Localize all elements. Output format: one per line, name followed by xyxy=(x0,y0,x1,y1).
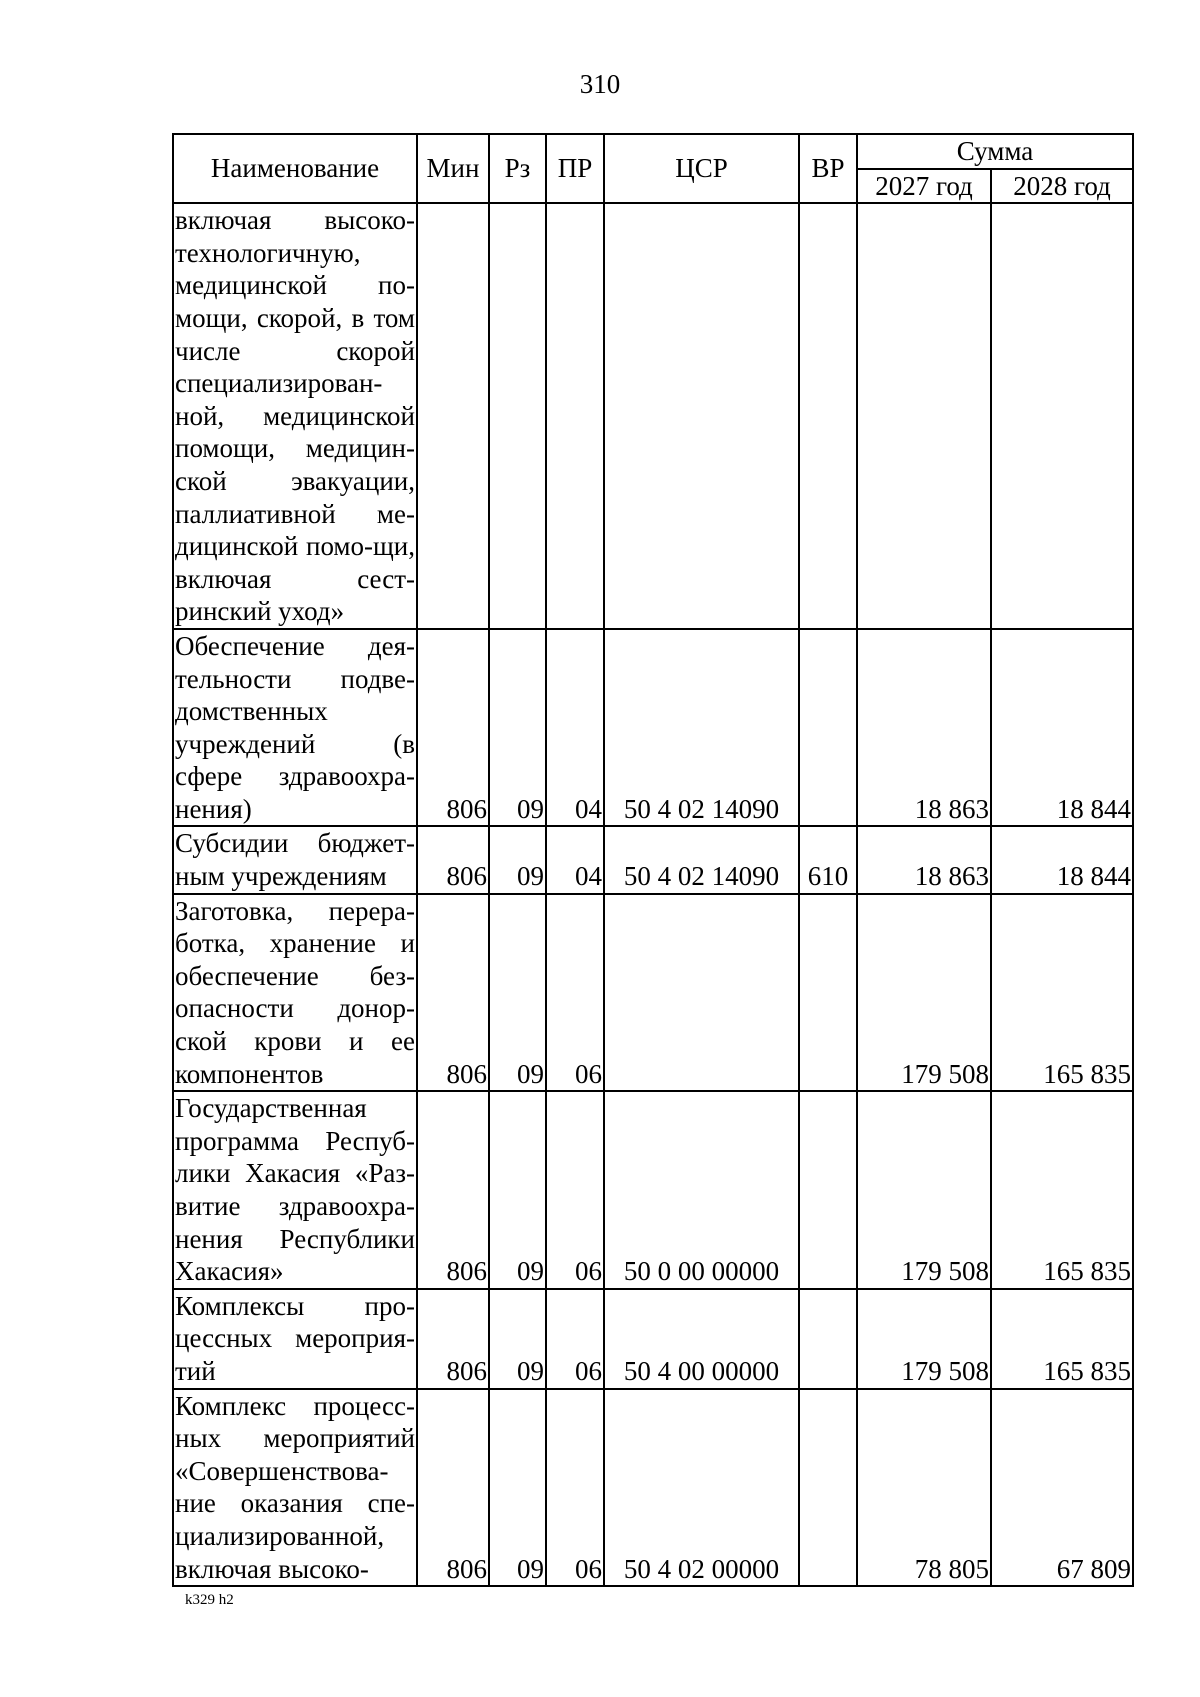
row-name: Комплексы про-цессных мероприя-тий xyxy=(173,1289,417,1389)
row-min xyxy=(417,203,489,629)
row-rz: 09 xyxy=(489,894,546,1092)
header-rz: Рз xyxy=(489,134,546,203)
row-sum-2027 xyxy=(857,203,991,629)
row-rz: 09 xyxy=(489,1289,546,1389)
row-sum-2027: 179 508 xyxy=(857,1289,991,1389)
header-year-2027: 2027 год xyxy=(857,169,991,204)
row-min: 806 xyxy=(417,629,489,827)
row-sum-2028: 165 835 xyxy=(991,1289,1133,1389)
table-row xyxy=(173,203,1133,629)
row-csr: 50 0 00 00000 xyxy=(604,1091,799,1289)
row-sum-2028: 67 809 xyxy=(991,1389,1133,1587)
page-number: 310 xyxy=(579,69,621,99)
row-csr: 50 4 02 14090 xyxy=(604,826,799,893)
table-row xyxy=(173,826,1133,893)
row-sum-2027: 18 863 xyxy=(857,629,991,827)
budget-table xyxy=(172,133,1134,1587)
header-min: Мин xyxy=(417,134,489,203)
row-pr: 06 xyxy=(546,1091,604,1289)
row-csr: 50 4 02 14090 xyxy=(604,629,799,827)
row-vr: 610 xyxy=(799,826,857,893)
row-sum-2028: 165 835 xyxy=(991,894,1133,1092)
row-min: 806 xyxy=(417,894,489,1092)
row-sum-2028: 165 835 xyxy=(991,1091,1133,1289)
row-pr: 06 xyxy=(546,1389,604,1587)
header-name: Наименование xyxy=(173,134,417,203)
row-sum-2027: 18 863 xyxy=(857,826,991,893)
row-pr: 04 xyxy=(546,826,604,893)
row-vr xyxy=(799,629,857,827)
row-rz: 09 xyxy=(489,1091,546,1289)
row-pr: 06 xyxy=(546,894,604,1092)
footer-code: k329 h2 xyxy=(185,1592,234,1608)
row-min: 806 xyxy=(417,1389,489,1587)
header-row xyxy=(173,134,1133,169)
row-vr xyxy=(799,894,857,1092)
row-vr xyxy=(799,203,857,629)
row-pr: 04 xyxy=(546,629,604,827)
row-vr xyxy=(799,1289,857,1389)
row-name: Государственная программа Респуб-лики Хакасия «Раз-витие здравоохра-нения Республики Хакасия» xyxy=(173,1091,417,1289)
row-rz: 09 xyxy=(489,629,546,827)
header-csr: ЦСР xyxy=(604,134,799,203)
row-sum-2028: 18 844 xyxy=(991,629,1133,827)
row-csr: 50 4 00 00000 xyxy=(604,1289,799,1389)
row-min: 806 xyxy=(417,1289,489,1389)
row-name: Субсидии бюджет-ным учреждениям xyxy=(173,826,417,893)
row-min: 806 xyxy=(417,826,489,893)
row-sum-2027: 179 508 xyxy=(857,1091,991,1289)
header-pr: ПР xyxy=(546,134,604,203)
row-rz xyxy=(489,203,546,629)
row-name: включая высоко-технологичную, медицинской по-мощи, скорой, в том числе скорой специализирован-ной, медицинской помощи, медицин-ской эвакуации, паллиативной ме-дицинской помо-щи, включая сест-ринский уход» xyxy=(173,203,417,629)
row-sum-2027: 78 805 xyxy=(857,1389,991,1587)
row-sum-2027: 179 508 xyxy=(857,894,991,1092)
header-vr: ВР xyxy=(799,134,857,203)
row-sum-2028 xyxy=(991,203,1133,629)
row-vr xyxy=(799,1091,857,1289)
row-rz: 09 xyxy=(489,826,546,893)
table-row xyxy=(173,1389,1133,1587)
row-vr xyxy=(799,1389,857,1587)
table-row xyxy=(173,894,1133,1092)
row-pr xyxy=(546,203,604,629)
row-sum-2028: 18 844 xyxy=(991,826,1133,893)
row-name: Заготовка, перера-ботка, хранение и обеспечение без-опасности донор-ской крови и ее компонентов xyxy=(173,894,417,1092)
row-pr: 06 xyxy=(546,1289,604,1389)
row-min: 806 xyxy=(417,1091,489,1289)
row-name: Комплекс процесс-ных мероприятий «Совершенствова-ние оказания спе-циализированной, включая высоко- xyxy=(173,1389,417,1587)
row-csr xyxy=(604,203,799,629)
row-csr: 50 4 02 00000 xyxy=(604,1389,799,1587)
row-csr xyxy=(604,894,799,1092)
table-row xyxy=(173,1289,1133,1389)
header-year-2028: 2028 год xyxy=(991,169,1133,204)
row-name: Обеспечение дея-тельности подве-домственных учреждений (в сфере здравоохра-нения) xyxy=(173,629,417,827)
table-row xyxy=(173,629,1133,827)
table-row xyxy=(173,1091,1133,1289)
header-sum: Сумма xyxy=(857,134,1133,169)
row-rz: 09 xyxy=(489,1389,546,1587)
